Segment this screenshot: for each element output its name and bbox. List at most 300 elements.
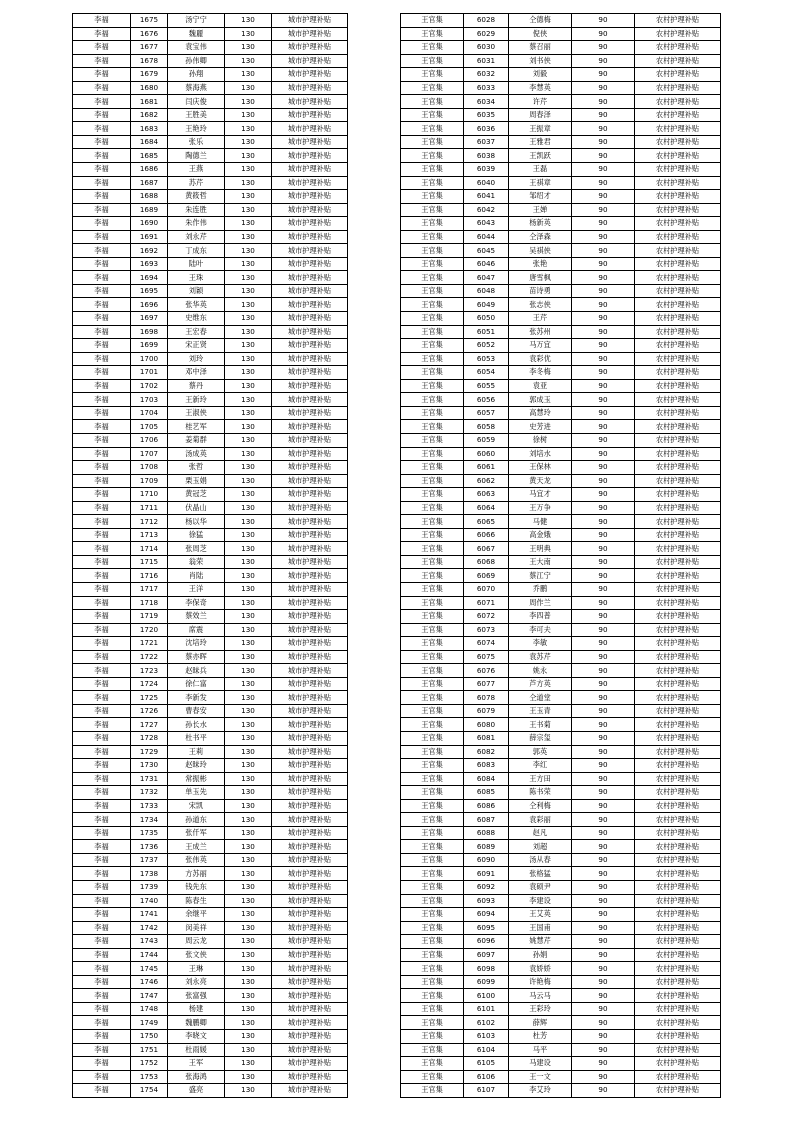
amount-cell: 130: [225, 582, 272, 596]
subsidy-type-cell: 城市护理补贴: [272, 691, 348, 705]
subsidy-type-cell: 农村护理补贴: [635, 366, 721, 380]
name-cell: 王宏春: [168, 325, 225, 339]
amount-cell: 90: [572, 135, 635, 149]
subsidy-type-cell: 城市护理补贴: [272, 826, 348, 840]
district-cell: 李福: [73, 352, 131, 366]
subsidy-type-cell: 农村护理补贴: [635, 149, 721, 163]
subsidy-type-cell: 农村护理补贴: [635, 379, 721, 393]
district-cell: 李福: [73, 894, 131, 908]
district-cell: 李福: [73, 853, 131, 867]
table-row: [401, 284, 721, 298]
serial-cell: 6107: [464, 1084, 509, 1098]
serial-cell: 6098: [464, 962, 509, 976]
table-row: [401, 1016, 721, 1030]
serial-cell: 1723: [131, 664, 168, 678]
name-cell: 苏芹: [168, 176, 225, 190]
subsidy-type-cell: 城市护理补贴: [272, 1002, 348, 1016]
serial-cell: 1754: [131, 1084, 168, 1098]
table-row: [73, 54, 348, 68]
amount-cell: 90: [572, 149, 635, 163]
amount-cell: 130: [225, 637, 272, 651]
serial-cell: 1719: [131, 610, 168, 624]
name-cell: 徐树: [509, 433, 572, 447]
subsidy-type-cell: 农村护理补贴: [635, 14, 721, 28]
district-cell: 李福: [73, 908, 131, 922]
subsidy-type-cell: 农村护理补贴: [635, 867, 721, 881]
district-cell: 李福: [73, 840, 131, 854]
district-cell: 李福: [73, 501, 131, 515]
subsidy-type-cell: 农村护理补贴: [635, 921, 721, 935]
serial-cell: 6048: [464, 284, 509, 298]
name-cell: 桂艺军: [168, 420, 225, 434]
table-row: [73, 1002, 348, 1016]
amount-cell: 130: [225, 772, 272, 786]
name-cell: 仝泽森: [509, 230, 572, 244]
table-row: [401, 433, 721, 447]
amount-cell: 130: [225, 677, 272, 691]
name-cell: 芦方英: [509, 677, 572, 691]
serial-cell: 1682: [131, 108, 168, 122]
district-cell: 李福: [73, 406, 131, 420]
amount-cell: 90: [572, 989, 635, 1003]
name-cell: 孙娟: [509, 948, 572, 962]
subsidy-type-cell: 城市护理补贴: [272, 433, 348, 447]
subsidy-type-cell: 农村护理补贴: [635, 1057, 721, 1071]
serial-cell: 6035: [464, 108, 509, 122]
table-row: [73, 840, 348, 854]
district-cell: 李福: [73, 948, 131, 962]
amount-cell: 90: [572, 1043, 635, 1057]
subsidy-type-cell: 农村护理补贴: [635, 962, 721, 976]
amount-cell: 130: [225, 921, 272, 935]
district-cell: 李福: [73, 447, 131, 461]
name-cell: 张伟英: [168, 853, 225, 867]
district-cell: 李福: [73, 799, 131, 813]
serial-cell: 1728: [131, 731, 168, 745]
name-cell: 汤成英: [168, 447, 225, 461]
table-row: [401, 27, 721, 41]
district-cell: 李福: [73, 203, 131, 217]
subsidy-type-cell: 城市护理补贴: [272, 122, 348, 136]
amount-cell: 90: [572, 339, 635, 353]
serial-cell: 1746: [131, 975, 168, 989]
serial-cell: 6052: [464, 339, 509, 353]
name-cell: 丁成东: [168, 244, 225, 258]
table-row: [73, 853, 348, 867]
name-cell: 史维东: [168, 312, 225, 326]
amount-cell: 90: [572, 447, 635, 461]
name-cell: 王万争: [509, 501, 572, 515]
amount-cell: 130: [225, 190, 272, 204]
name-cell: 马健: [509, 515, 572, 529]
table-row: [401, 881, 721, 895]
name-cell: 张仟军: [168, 826, 225, 840]
amount-cell: 90: [572, 244, 635, 258]
name-cell: 李红: [509, 759, 572, 773]
serial-cell: 6083: [464, 759, 509, 773]
table-row: [401, 95, 721, 109]
amount-cell: 90: [572, 1002, 635, 1016]
subsidy-type-cell: 农村护理补贴: [635, 718, 721, 732]
amount-cell: 90: [572, 962, 635, 976]
name-cell: 杜芳: [509, 1030, 572, 1044]
district-cell: 王官集: [401, 691, 464, 705]
table-row: [401, 325, 721, 339]
table-row: [401, 488, 721, 502]
district-cell: 王官集: [401, 610, 464, 624]
amount-cell: 90: [572, 542, 635, 556]
serial-cell: 1679: [131, 68, 168, 82]
table-row: [73, 27, 348, 41]
name-cell: 王艳玲: [168, 122, 225, 136]
district-cell: 王官集: [401, 501, 464, 515]
amount-cell: 90: [572, 813, 635, 827]
name-cell: 蔡丹: [168, 379, 225, 393]
serial-cell: 1743: [131, 935, 168, 949]
amount-cell: 130: [225, 244, 272, 258]
amount-cell: 90: [572, 935, 635, 949]
table-row: [73, 989, 348, 1003]
table-row: [73, 325, 348, 339]
table-row: [401, 366, 721, 380]
serial-cell: 6090: [464, 853, 509, 867]
table-row: [73, 691, 348, 705]
amount-cell: 90: [572, 1084, 635, 1098]
table-row: [401, 501, 721, 515]
district-cell: 王官集: [401, 257, 464, 271]
table-row: [73, 461, 348, 475]
amount-cell: 90: [572, 325, 635, 339]
district-cell: 王官集: [401, 379, 464, 393]
table-row: [401, 217, 721, 231]
amount-cell: 130: [225, 488, 272, 502]
serial-cell: 6051: [464, 325, 509, 339]
serial-cell: 1696: [131, 298, 168, 312]
amount-cell: 90: [572, 54, 635, 68]
serial-cell: 1699: [131, 339, 168, 353]
table-row: [73, 14, 348, 28]
serial-cell: 1695: [131, 284, 168, 298]
amount-cell: 90: [572, 271, 635, 285]
table-row: [401, 1043, 721, 1057]
table-row: [401, 163, 721, 177]
amount-cell: 90: [572, 81, 635, 95]
district-cell: 李福: [73, 366, 131, 380]
district-cell: 王官集: [401, 799, 464, 813]
name-cell: 席震: [168, 623, 225, 637]
district-cell: 李福: [73, 677, 131, 691]
table-row: [401, 975, 721, 989]
district-cell: 李福: [73, 54, 131, 68]
district-cell: 李福: [73, 461, 131, 475]
subsidy-type-cell: 城市护理补贴: [272, 325, 348, 339]
table-row: [73, 95, 348, 109]
table-row: [73, 515, 348, 529]
serial-cell: 1722: [131, 650, 168, 664]
district-cell: 李福: [73, 731, 131, 745]
district-cell: 王官集: [401, 921, 464, 935]
table-row: [401, 555, 721, 569]
district-cell: 王官集: [401, 41, 464, 55]
district-cell: 李福: [73, 1016, 131, 1030]
district-cell: 王官集: [401, 108, 464, 122]
amount-cell: 90: [572, 366, 635, 380]
serial-cell: 6078: [464, 691, 509, 705]
district-cell: 王官集: [401, 325, 464, 339]
amount-cell: 130: [225, 908, 272, 922]
name-cell: 黄筱哲: [168, 190, 225, 204]
name-cell: 王燕: [168, 163, 225, 177]
serial-cell: 6085: [464, 786, 509, 800]
table-row: [401, 569, 721, 583]
table-row: [73, 718, 348, 732]
name-cell: 唐雪枫: [509, 271, 572, 285]
serial-cell: 6054: [464, 366, 509, 380]
subsidy-type-cell: 农村护理补贴: [635, 894, 721, 908]
subsidy-type-cell: 城市护理补贴: [272, 555, 348, 569]
district-cell: 李福: [73, 217, 131, 231]
name-cell: 王方田: [509, 772, 572, 786]
table-row: [73, 704, 348, 718]
district-cell: 王官集: [401, 894, 464, 908]
serial-cell: 6091: [464, 867, 509, 881]
serial-cell: 1752: [131, 1057, 168, 1071]
serial-cell: 6087: [464, 813, 509, 827]
table-row: [401, 650, 721, 664]
subsidy-type-cell: 城市护理补贴: [272, 203, 348, 217]
table-row: [73, 528, 348, 542]
name-cell: 仝德梅: [509, 14, 572, 28]
subsidy-type-cell: 农村护理补贴: [635, 217, 721, 231]
amount-cell: 90: [572, 731, 635, 745]
subsidy-type-cell: 城市护理补贴: [272, 718, 348, 732]
district-cell: 王官集: [401, 677, 464, 691]
district-cell: 王官集: [401, 230, 464, 244]
name-cell: 李敏: [509, 637, 572, 651]
subsidy-type-cell: 城市护理补贴: [272, 840, 348, 854]
subsidy-type-cell: 城市护理补贴: [272, 244, 348, 258]
serial-cell: 1692: [131, 244, 168, 258]
serial-cell: 1694: [131, 271, 168, 285]
subsidy-type-cell: 农村护理补贴: [635, 623, 721, 637]
district-cell: 王官集: [401, 393, 464, 407]
subsidy-type-cell: 农村护理补贴: [635, 1043, 721, 1057]
table-row: [73, 379, 348, 393]
district-cell: 王官集: [401, 935, 464, 949]
subsidy-type-cell: 城市护理补贴: [272, 704, 348, 718]
name-cell: 马建设: [509, 1057, 572, 1071]
amount-cell: 90: [572, 677, 635, 691]
amount-cell: 130: [225, 894, 272, 908]
subsidy-type-cell: 农村护理补贴: [635, 637, 721, 651]
district-cell: 王官集: [401, 284, 464, 298]
subsidy-type-cell: 农村护理补贴: [635, 284, 721, 298]
name-cell: 袁宝伟: [168, 41, 225, 55]
name-cell: 王书菊: [509, 718, 572, 732]
table-row: [73, 447, 348, 461]
left-table: [72, 13, 348, 1098]
amount-cell: 90: [572, 691, 635, 705]
district-cell: 李福: [73, 27, 131, 41]
table-row: [401, 528, 721, 542]
district-cell: 李福: [73, 230, 131, 244]
name-cell: 吴祺侠: [509, 244, 572, 258]
serial-cell: 6089: [464, 840, 509, 854]
table-row: [73, 1043, 348, 1057]
name-cell: 曹春安: [168, 704, 225, 718]
name-cell: 仝利梅: [509, 799, 572, 813]
subsidy-type-cell: 城市护理补贴: [272, 488, 348, 502]
subsidy-type-cell: 城市护理补贴: [272, 41, 348, 55]
subsidy-type-cell: 城市护理补贴: [272, 95, 348, 109]
amount-cell: 90: [572, 569, 635, 583]
table-row: [73, 745, 348, 759]
district-cell: 李福: [73, 95, 131, 109]
amount-cell: 130: [225, 691, 272, 705]
table-row: [73, 122, 348, 136]
amount-cell: 130: [225, 853, 272, 867]
subsidy-type-cell: 城市护理补贴: [272, 677, 348, 691]
amount-cell: 130: [225, 731, 272, 745]
serial-cell: 1706: [131, 433, 168, 447]
district-cell: 王官集: [401, 217, 464, 231]
table-row: [73, 596, 348, 610]
serial-cell: 1753: [131, 1070, 168, 1084]
name-cell: 邹绍才: [509, 190, 572, 204]
subsidy-type-cell: 城市护理补贴: [272, 582, 348, 596]
subsidy-type-cell: 城市护理补贴: [272, 962, 348, 976]
district-cell: 李福: [73, 813, 131, 827]
table-row: [401, 312, 721, 326]
amount-cell: 130: [225, 393, 272, 407]
table-row: [73, 339, 348, 353]
district-cell: 李福: [73, 921, 131, 935]
serial-cell: 1742: [131, 921, 168, 935]
serial-cell: 1734: [131, 813, 168, 827]
name-cell: 闵美祥: [168, 921, 225, 935]
subsidy-type-cell: 农村护理补贴: [635, 203, 721, 217]
subsidy-type-cell: 城市护理补贴: [272, 14, 348, 28]
subsidy-type-cell: 农村护理补贴: [635, 68, 721, 82]
subsidy-type-cell: 城市护理补贴: [272, 853, 348, 867]
serial-cell: 6102: [464, 1016, 509, 1030]
district-cell: 李福: [73, 244, 131, 258]
name-cell: 李慧英: [509, 81, 572, 95]
name-cell: 王大南: [509, 555, 572, 569]
amount-cell: 90: [572, 27, 635, 41]
name-cell: 王珠: [168, 271, 225, 285]
subsidy-type-cell: 城市护理补贴: [272, 528, 348, 542]
subsidy-type-cell: 农村护理补贴: [635, 853, 721, 867]
district-cell: 李福: [73, 582, 131, 596]
amount-cell: 90: [572, 555, 635, 569]
name-cell: 姜菊群: [168, 433, 225, 447]
district-cell: 李福: [73, 704, 131, 718]
table-row: [401, 894, 721, 908]
name-cell: 姚慧芹: [509, 935, 572, 949]
district-cell: 王官集: [401, 14, 464, 28]
district-cell: 王官集: [401, 542, 464, 556]
serial-cell: 1678: [131, 54, 168, 68]
serial-cell: 6060: [464, 447, 509, 461]
name-cell: 王祺章: [509, 176, 572, 190]
name-cell: 张周芝: [168, 542, 225, 556]
serial-cell: 1684: [131, 135, 168, 149]
name-cell: 王洋: [168, 582, 225, 596]
name-cell: 刘书侠: [509, 54, 572, 68]
table-row: [73, 799, 348, 813]
name-cell: 高慧玲: [509, 406, 572, 420]
district-cell: 王官集: [401, 406, 464, 420]
district-cell: 李福: [73, 555, 131, 569]
subsidy-type-cell: 城市护理补贴: [272, 650, 348, 664]
district-cell: 王官集: [401, 27, 464, 41]
amount-cell: 130: [225, 1070, 272, 1084]
name-cell: 刘永芹: [168, 230, 225, 244]
district-cell: 李福: [73, 772, 131, 786]
amount-cell: 130: [225, 1016, 272, 1030]
serial-cell: 6032: [464, 68, 509, 82]
serial-cell: 6040: [464, 176, 509, 190]
name-cell: 王军: [168, 1057, 225, 1071]
table-row: [73, 244, 348, 258]
subsidy-type-cell: 城市护理补贴: [272, 461, 348, 475]
district-cell: 王官集: [401, 515, 464, 529]
subsidy-type-cell: 农村护理补贴: [635, 27, 721, 41]
serial-cell: 1716: [131, 569, 168, 583]
district-cell: 王官集: [401, 474, 464, 488]
serial-cell: 6038: [464, 149, 509, 163]
subsidy-type-cell: 农村护理补贴: [635, 163, 721, 177]
amount-cell: 90: [572, 488, 635, 502]
subsidy-type-cell: 农村护理补贴: [635, 528, 721, 542]
name-cell: 王国甫: [509, 921, 572, 935]
table-row: [73, 962, 348, 976]
serial-cell: 1676: [131, 27, 168, 41]
amount-cell: 90: [572, 528, 635, 542]
serial-cell: 1740: [131, 894, 168, 908]
subsidy-type-cell: 城市护理补贴: [272, 1016, 348, 1030]
amount-cell: 130: [225, 962, 272, 976]
district-cell: 李福: [73, 1057, 131, 1071]
name-cell: 王琳: [168, 962, 225, 976]
serial-cell: 1677: [131, 41, 168, 55]
district-cell: 王官集: [401, 772, 464, 786]
name-cell: 王艾英: [509, 908, 572, 922]
serial-cell: 1724: [131, 677, 168, 691]
subsidy-type-cell: 农村护理补贴: [635, 1030, 721, 1044]
subsidy-type-cell: 农村护理补贴: [635, 840, 721, 854]
name-cell: 杨建: [168, 1002, 225, 1016]
amount-cell: 130: [225, 786, 272, 800]
serial-cell: 6075: [464, 650, 509, 664]
subsidy-type-cell: 农村护理补贴: [635, 582, 721, 596]
subsidy-type-cell: 农村护理补贴: [635, 731, 721, 745]
name-cell: 孙伟卿: [168, 54, 225, 68]
name-cell: 王莉: [168, 745, 225, 759]
table-row: [401, 799, 721, 813]
name-cell: 高金娥: [509, 528, 572, 542]
subsidy-type-cell: 城市护理补贴: [272, 894, 348, 908]
subsidy-type-cell: 城市护理补贴: [272, 230, 348, 244]
subsidy-type-cell: 城市护理补贴: [272, 745, 348, 759]
district-cell: 李福: [73, 1002, 131, 1016]
table-row: [401, 393, 721, 407]
amount-cell: 130: [225, 122, 272, 136]
subsidy-type-cell: 农村护理补贴: [635, 41, 721, 55]
name-cell: 刘颖: [168, 284, 225, 298]
name-cell: 郭成玉: [509, 393, 572, 407]
